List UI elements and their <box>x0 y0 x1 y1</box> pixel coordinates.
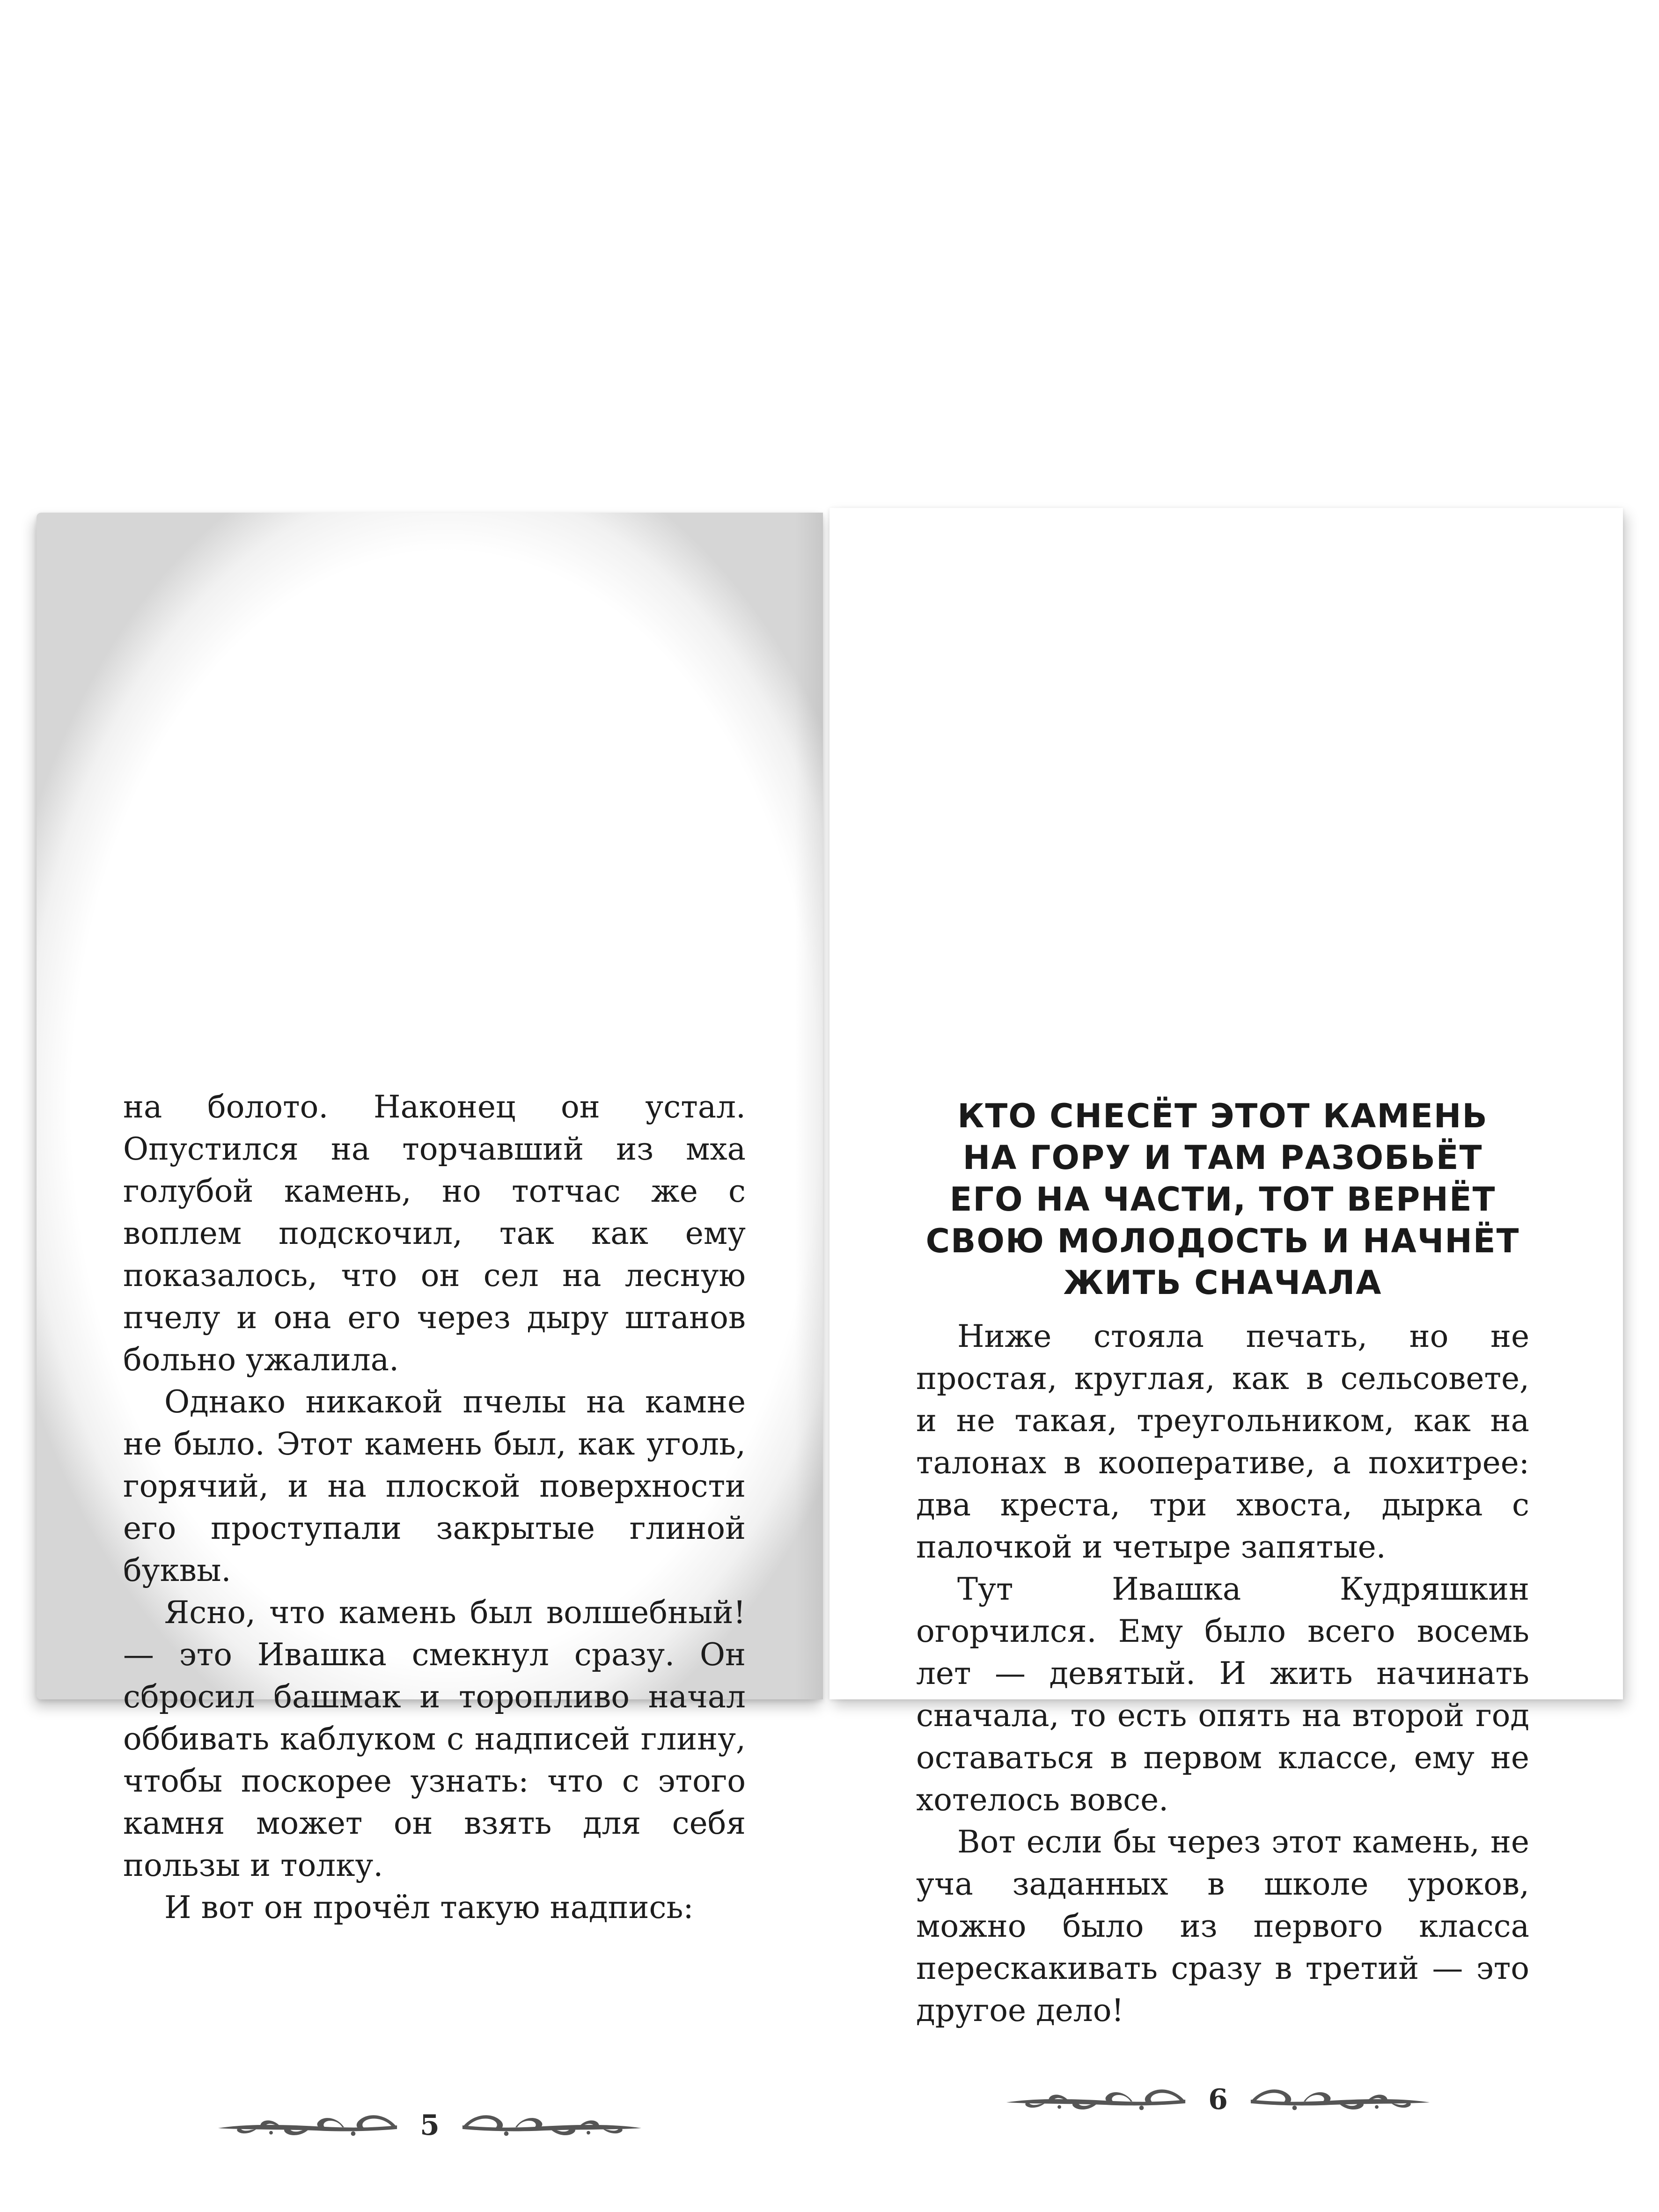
left-page <box>37 513 823 2142</box>
flourish-ornament-icon <box>1002 2081 1189 2118</box>
left-page-footer <box>177 2100 683 2151</box>
inscription-line: НА ГОРУ И ТАМ РАЗОБЬЁТ <box>962 1139 1483 1177</box>
paragraph: Вот если бы через этот камень, не уча заданных в школе уроков, можно было из первого класса перескакивать сразу в третий — это другое дело! <box>916 1824 1529 2028</box>
paragraph: Ясно, что камень был волшебный! — это Ивашка смекнул сразу. Он сбросил башмак и торопливо начал оббивать каблуком с надписей глину, чтобы поскорее узнать: что с этого камня может он взять для себя пользы и толку. <box>123 1595 746 1883</box>
paragraph: Ниже стояла печать, но не простая, круглая, как в сельсовете, и не такая, треугольником, как на талонах в кооперативе, а похитрее: два креста, три хвоста, дырка с палочкой и четыре запятые. <box>916 1318 1529 1565</box>
page-number: 6 <box>1208 2083 1228 2116</box>
paragraph: на болото. Наконец он устал. Опустился на торчавший из мха голубой камень, но тотчас же с воплем подскочил, так как ему показалось, что он сел на лесную пчелу и она его через дыру штанов больно ужалила. <box>123 1089 746 1378</box>
right-page-footer <box>947 2074 1490 2125</box>
inscription-line: СВОЮ МОЛОДОСТЬ И НАЧНЁТ <box>925 1222 1520 1260</box>
flourish-ornament-icon <box>214 2107 401 2144</box>
paragraph: Тут Ивашка Кудряшкин огорчился. Ему было всего восемь лет — девятый. И жить начинать сначала, то есть опять на второй год оставаться в первом классе, ему не хотелось вовсе. <box>916 1571 1529 1818</box>
flourish-ornament-icon <box>1247 2081 1434 2118</box>
paragraph: И вот он прочёл такую надпись: <box>164 1889 694 1925</box>
paragraph: Однако никакой пчелы на камне не было. Этот камень был, как уголь, горячий, и на плоской поверхности его проступали закрытые глиной буквы. <box>123 1384 746 1588</box>
inscription-line: КТО СНЕСЁТ ЭТОТ КАМЕНЬ <box>957 1097 1488 1135</box>
flourish-ornament-icon <box>458 2107 646 2144</box>
page-number: 5 <box>420 2109 440 2142</box>
left-page-text <box>123 1086 746 1929</box>
stone-inscription <box>900 1095 1546 1304</box>
inscription-line: ЖИТЬ СНАЧАЛА <box>1063 1264 1382 1302</box>
gutter-shadow <box>795 513 823 1699</box>
right-page <box>830 508 1623 2116</box>
right-page-text <box>916 1315 1529 2032</box>
inscription-line: ЕГО НА ЧАСТИ, ТОТ ВЕРНЁТ <box>949 1180 1496 1219</box>
